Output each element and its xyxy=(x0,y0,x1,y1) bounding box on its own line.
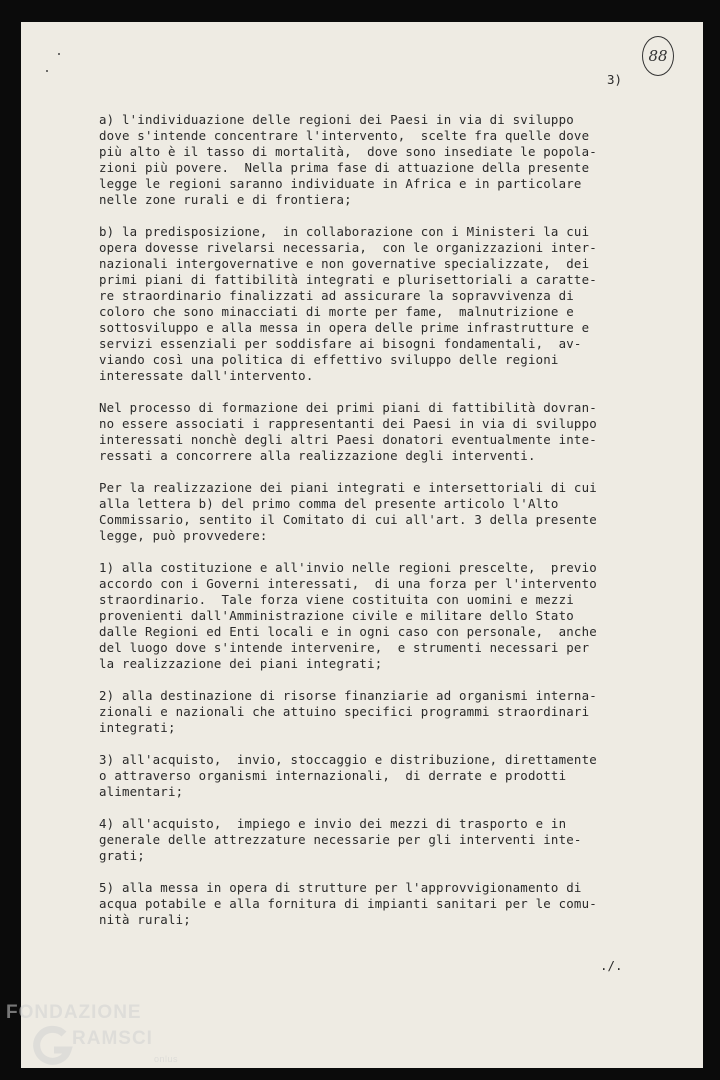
paragraph-provisions: Per la realizzazione dei piani integrati e intersettoriali di cui alla lettera b) del primo comma del presente articolo l'Alto Commissario, sentito il Comitato di cui all'art. 3 della presente legge, può provvedere: xyxy=(99,480,597,543)
list-item-3: 3) all'acquisto, invio, stoccaggio e distribuzione, direttamente o attraverso organismi internazionali, di derrate e prodotti alimentari; xyxy=(99,752,597,799)
page-number: 3) xyxy=(606,72,622,87)
g-logo-icon xyxy=(30,1024,74,1068)
list-item-4: 4) all'acquisto, impiego e invio dei mezzi di trasporto e in generale delle attrezzature necessarie per gli interventi inte- grati; xyxy=(99,816,582,863)
list-item-5: 5) alla messa in opera di strutture per l'approvvigionamento di acqua potabile e alla fornitura di impianti sanitari per le comu- nità rurali; xyxy=(99,880,597,927)
list-item-2: 2) alla destinazione di risorse finanziarie ad organismi interna- zionali e nazionali che attuino specifici programmi straordinari integrati; xyxy=(99,688,597,735)
document-body xyxy=(99,112,622,944)
speck xyxy=(58,53,60,55)
continuation-mark: ./. xyxy=(600,958,623,973)
paragraph-b: b) la predisposizione, in collaborazione con i Ministeri la cui opera dovesse rivelarsi necessaria, con le organizzazioni inter- nazionali intergovernative e non governative specializzate, dei primi piani di fattibilità integrati e plurisettoriali a caratte- re straordinario finalizzati ad assicurare la sopravvivenza di coloro che sono minacciati di morte per fame, malnutrizione e sottosviluppo e alla messa in opera delle prime infrastrutture e servizi essenziali per soddisfare ai bisogni fondamentali, av- viando così una politica di effettivo sviluppo delle regioni interessate dall'intervento. xyxy=(99,224,597,383)
stamp-number: 88 xyxy=(648,47,668,65)
paragraph-a: a) l'individuazione delle regioni dei Paesi in via di sviluppo dove s'intende concentrare l'intervento, scelte fra quelle dove più alto è il tasso di mortalità, dove sono insediate le popola- zioni più povere. Nella prima fase di attuazione della presente legge le regioni saranno individuate in Africa e in particolare nelle zone rurali e di frontiera; xyxy=(99,112,597,207)
speck xyxy=(46,70,48,72)
list-item-1: 1) alla costituzione e all'invio nelle regioni prescelte, previo accordo con i Governi interessati, di una forza per l'intervento straordinario. Tale forza viene costituita con uomini e mezzi provenienti dall'Amministrazione civile e militare dello Stato dalle Regioni ed Enti locali e in ogni caso con personale, anche del luogo dove s'intende intervenire, e strumenti necessari per la realizzazione dei piani integrati; xyxy=(99,560,597,671)
watermark-suffix: onlus xyxy=(154,1054,179,1064)
watermark-line1: FONDAZIONE xyxy=(6,1002,142,1023)
watermark-line2: RAMSCI xyxy=(72,1028,153,1049)
watermark-logo xyxy=(6,1000,206,1075)
paragraph-feasibility: Nel processo di formazione dei primi piani di fattibilità dovran- no essere associati i rappresentanti dei Paesi in via di sviluppo interessati nonchè degli altri Paesi donatori eventualmente inte- ressati a concorrere alla realizzazione degli interventi. xyxy=(99,400,597,463)
page-stamp xyxy=(642,36,674,76)
